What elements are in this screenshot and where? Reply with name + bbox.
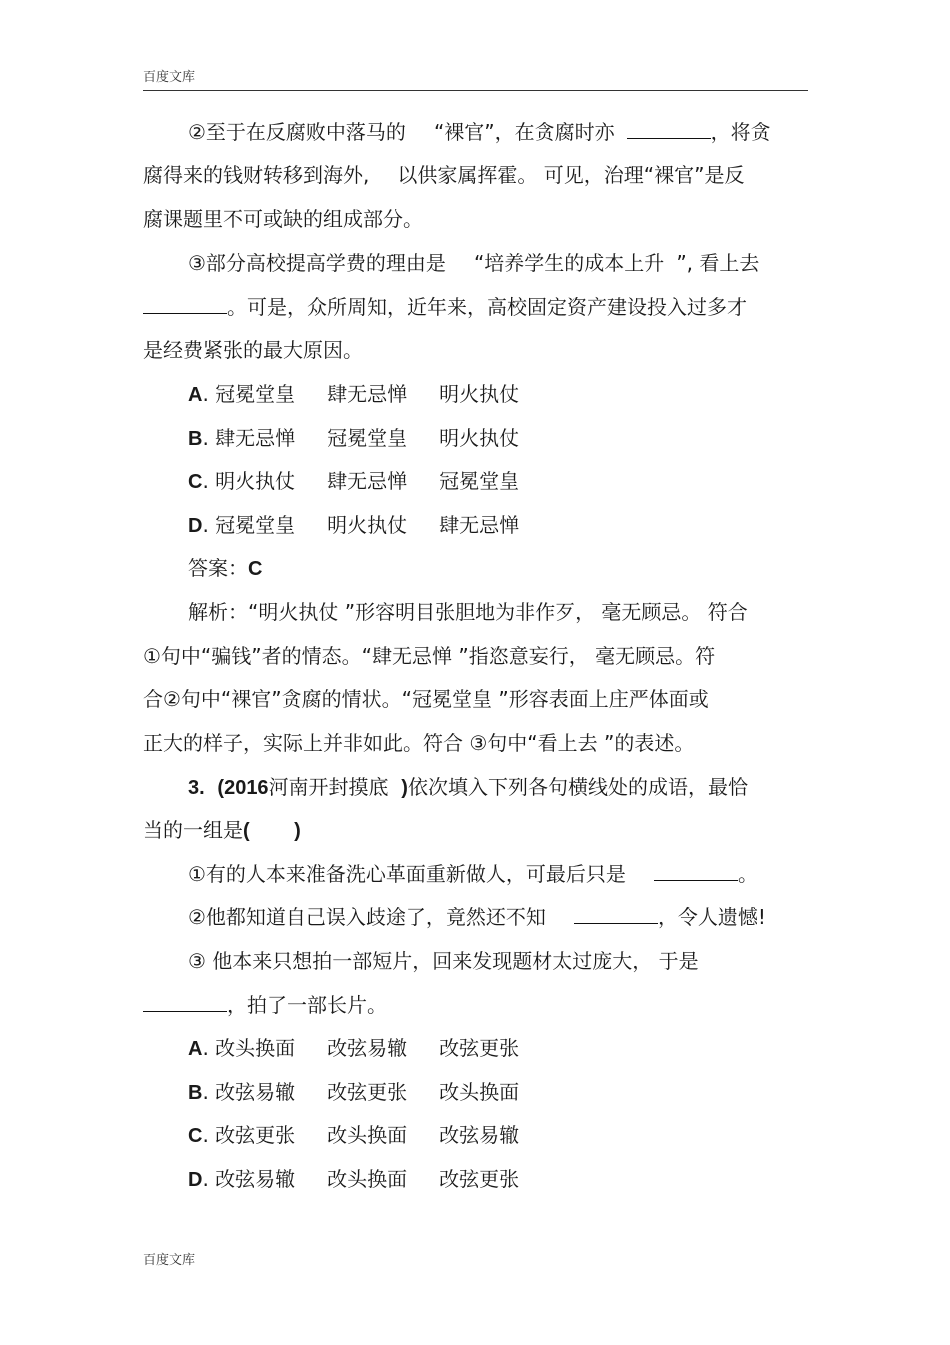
text: 当的一组是 — [143, 818, 243, 842]
text: 依次填入下列各句横线处的成语，最恰 — [407, 775, 748, 799]
text: ，令人遗憾! — [657, 905, 766, 929]
option-letter: D — [188, 1169, 203, 1191]
question-source: 河南开封摸底 — [268, 775, 389, 799]
q3-option-c[interactable]: C. 改弦更张 改头换面 改弦易辙 — [188, 1123, 520, 1147]
answer-blank — [143, 293, 227, 314]
option-item: 改弦更张 — [439, 1036, 520, 1060]
option-item: 改弦易辙 — [215, 1167, 296, 1191]
q2-sentence-2-line-2 — [143, 161, 744, 189]
page-header: 百度文库 — [143, 70, 196, 85]
option-letter: D — [188, 515, 203, 537]
option-item: 改头换面 — [439, 1080, 520, 1104]
answer-blank — [627, 118, 711, 139]
q2-analysis-line-3: 合②句中“裸官”贪腐的情状。“冠冕堂皇 ”形容表面上庄严体面或 — [143, 687, 709, 711]
option-item: 冠冕堂皇 — [327, 426, 408, 450]
option-item: 明火执仗 — [439, 382, 520, 406]
answer-blank — [574, 903, 658, 924]
option-item: 改弦更张 — [215, 1123, 296, 1147]
option-item: 肆无忌惮 — [327, 469, 408, 493]
answer-blank — [654, 860, 738, 881]
text: ②他都知道自己误入歧途了，竟然还不知 — [188, 905, 546, 929]
q2-sentence-2-line-3: 腐课题里不可或缺的组成部分。 — [143, 207, 423, 231]
answer-blank — [143, 991, 227, 1012]
question-source-year: (2016 — [217, 777, 269, 799]
text: ①有的人本来准备洗心革面重新做人，可最后只是 — [188, 862, 626, 886]
q3-sentence-3-line-2 — [143, 991, 387, 1019]
q3-sentence-1 — [188, 860, 758, 888]
q2-sentence-3-line-1 — [188, 249, 759, 277]
text: ②至于在反腐败中落马的 — [188, 120, 406, 144]
option-item: 改弦易辙 — [215, 1080, 296, 1104]
option-letter: B — [188, 1082, 203, 1104]
option-item: 冠冕堂皇 — [215, 513, 296, 537]
q2-sentence-3-line-3: 是经费紧张的最大原因。 — [143, 338, 363, 362]
q2-option-d[interactable]: D. 冠冕堂皇 明火执仗 肆无忌惮 — [188, 513, 520, 537]
option-letter: A — [188, 1038, 203, 1060]
q3-option-b[interactable]: B. 改弦易辙 改弦更张 改头换面 — [188, 1080, 520, 1104]
option-letter: C — [188, 471, 203, 493]
q2-option-c[interactable]: C. 明火执仗 肆无忌惮 冠冕堂皇 — [188, 469, 520, 493]
option-item: 冠冕堂皇 — [215, 382, 296, 406]
q3-option-a[interactable]: A. 改头换面 改弦易辙 改弦更张 — [188, 1036, 520, 1060]
text: 。 — [737, 862, 758, 886]
option-item: 改头换面 — [327, 1167, 408, 1191]
text: “培养学生的成本上升 — [473, 251, 665, 275]
q2-answer — [188, 554, 262, 583]
text: “裸官”，在贪腐时亦 — [433, 120, 615, 144]
text: ) — [401, 777, 408, 799]
q2-sentence-2-line-1 — [188, 118, 771, 146]
option-item: 改弦更张 — [327, 1080, 408, 1104]
text: ”, 看上去 — [676, 251, 760, 275]
text: 。可是，众所周知，近年来，高校固定资产建设投入过多才 — [227, 295, 747, 319]
option-item: 改弦更张 — [439, 1167, 520, 1191]
option-item: 改弦易辙 — [439, 1123, 520, 1147]
answer-bracket: ( ) — [243, 820, 301, 842]
text: 以供家属挥霍。 可见，治理“裸官”是反 — [397, 163, 745, 187]
q3-option-d[interactable]: D. 改弦易辙 改头换面 改弦更张 — [188, 1167, 520, 1191]
option-item: 改弦易辙 — [327, 1036, 408, 1060]
page-footer: 百度文库 — [143, 1253, 196, 1268]
option-item: 明火执仗 — [439, 426, 520, 450]
q2-analysis-line-4: 正大的样子，实际上并非如此。符合 ③句中“看上去 ”的表述。 — [143, 731, 695, 755]
text: ，将贪 — [710, 120, 771, 144]
q3-stem-line-1 — [188, 773, 748, 802]
q3-sentence-2 — [188, 903, 766, 931]
text: ③部分高校提高学费的理由是 — [188, 251, 446, 275]
option-item: 肆无忌惮 — [439, 513, 520, 537]
q2-option-a[interactable]: A. 冠冕堂皇 肆无忌惮 明火执仗 — [188, 382, 520, 406]
q2-sentence-3-line-2 — [143, 293, 747, 321]
option-item: 改头换面 — [215, 1036, 296, 1060]
option-item: 明火执仗 — [327, 513, 408, 537]
option-letter: C — [188, 1125, 203, 1147]
option-letter: A — [188, 384, 203, 406]
option-item: 明火执仗 — [215, 469, 296, 493]
q2-analysis-line-2: ①句中“骗钱”者的情态。“肆无忌惮 ”指恣意妄行， 毫无顾忌。符 — [143, 644, 716, 668]
option-item: 肆无忌惮 — [327, 382, 408, 406]
question-number: 3. — [188, 777, 205, 799]
q2-analysis-line-1: 解析：“明火执仗 ”形容明目张胆地为非作歹， 毫无顾忌。 符合 — [188, 600, 748, 624]
q2-option-b[interactable]: B. 肆无忌惮 冠冕堂皇 明火执仗 — [188, 426, 520, 450]
option-item: 冠冕堂皇 — [439, 469, 520, 493]
option-item: 改头换面 — [327, 1123, 408, 1147]
option-item: 肆无忌惮 — [215, 426, 296, 450]
text: 腐得来的钱财转移到海外, — [143, 163, 370, 187]
q3-stem-line-2 — [143, 816, 301, 845]
q3-sentence-3-line-1: ③ 他本来只想拍一部短片，回来发现题材太过庞大， 于是 — [188, 949, 699, 973]
option-letter: B — [188, 428, 203, 450]
answer-value: C — [248, 558, 263, 580]
text: ，拍了一部长片。 — [227, 993, 387, 1017]
header-divider — [143, 90, 808, 91]
answer-label: 答案： — [188, 556, 248, 580]
